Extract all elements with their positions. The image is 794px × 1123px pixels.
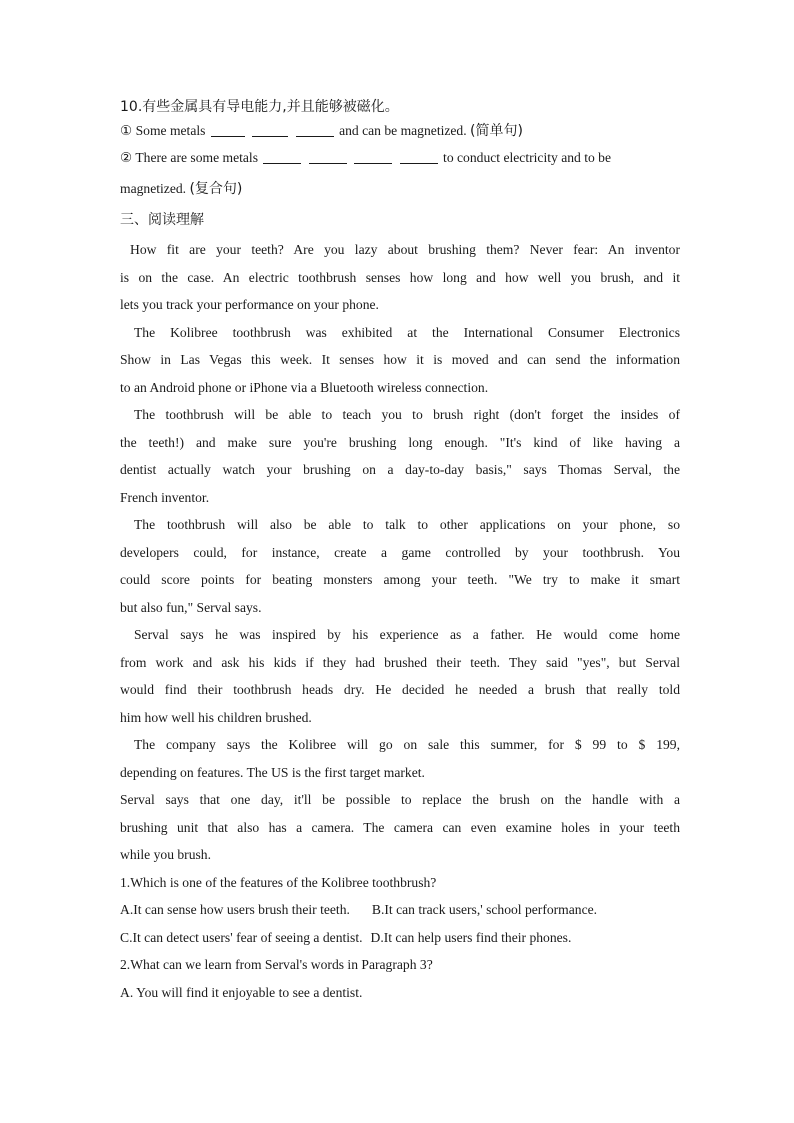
document-page [120,96,680,1006]
blank-7[interactable] [400,149,438,164]
question-1-options-cd [120,924,680,952]
question-2-stem: 2.What can we learn from Serval's words in Paragraph 3? [120,957,433,972]
passage-line: brushing unit that also has a camera. The camera can even examine holes in your teeth [120,819,680,835]
passage-line: The toothbrush will be able to teach you to brush right (don't forget the insides of [134,407,680,422]
question-10-sentence-2 [120,142,680,174]
blank-4[interactable] [263,149,301,164]
passage-line: the teeth!) and make sure you're brushing long enough. "It's kind of like having a [120,434,680,450]
passage-line: French inventor. [120,489,210,505]
sentence-2-continued: magnetized. [120,181,187,196]
passage-line: depending on features. The US is the first target market. [120,764,425,780]
passage-line: from work and ask his kids if they had brushed their teeth. They said "yes", but Serval [120,654,680,670]
passage-line: dentist actually watch your brushing on a day-to-day basis," says Thomas Serval, the [120,462,680,477]
sentence-1-start: ① Some metals [120,123,206,138]
option-1b[interactable]: B.It can track users,' school performance. [371,902,598,917]
blank-3[interactable] [296,122,334,137]
passage-line: The toothbrush will also be able to talk to other applications on your phone, so [134,517,680,532]
passage-line: lets you track your performance on your phone. [120,297,379,312]
question-10-sentence-2-cont [120,174,680,204]
passage-line: him how well his children brushed. [120,709,312,725]
sentence-2-start: ② There are some metals [120,150,259,165]
passage-line: to an Android phone or iPhone via a Bluetooth wireless connection. [120,379,489,395]
blank-6[interactable] [354,149,392,164]
passage-line: Serval says that one day, it'll be possible to replace the brush on the handle with a [120,792,680,807]
passage-line: is on the case. An electric toothbrush senses how long and how well you brush, and it [120,269,680,285]
passage-line: How fit are your teeth? Are you lazy about brushing them? Never fear: An inventor [130,242,680,257]
section-title: 三、阅读理解 [120,212,204,228]
passage-line: but also fun," Serval says. [120,599,262,615]
blank-2[interactable] [252,122,288,137]
passage-line: Show in Las Vegas this week. It senses how it is moved and can send the information [120,352,680,367]
question-1-stem: 1.Which is one of the features of the Kolibree toothbrush? [120,874,437,890]
question-1-options-ab [120,896,680,924]
passage-line: Serval says he was inspired by his experience as a father. He would come home [134,627,680,642]
sentence-1-tag: (简单句) [470,123,523,139]
blank-5[interactable] [309,149,347,164]
questions [120,869,680,1007]
question-10-title: 10.有些金属具有导电能力,并且能够被磁化。 [120,99,399,115]
option-1d[interactable]: D.It can help users find their phones. [370,929,572,945]
passage-line: The company says the Kolibree will go on sale this summer, for $ 99 to $ 199, [134,737,680,752]
passage-line: developers could, for instance, create a game controlled by your toothbrush. You [120,544,680,560]
blank-1[interactable] [211,122,245,137]
passage-line: could score points for beating monsters among your teeth. "We try to make it smart [120,572,680,587]
passage-line: The Kolibree toothbrush was exhibited at the International Consumer Electronics [134,324,680,340]
passage-line: would find their toothbrush heads dry. He decided he needed a brush that really told [120,682,680,697]
reading-passage [120,236,680,869]
option-1a[interactable]: A.It can sense how users brush their teeth. [120,902,350,917]
sentence-1-end: and can be magnetized. [339,123,467,138]
sentence-2-end: to conduct electricity and to be [443,150,612,165]
passage-line: while you brush. [120,847,211,862]
sentence-2-tag: (复合句) [189,181,243,197]
option-2a[interactable]: A. You will find it enjoyable to see a dentist. [120,984,363,1000]
question-10-sentence-1 [120,119,680,142]
option-1c[interactable]: C.It can detect users' fear of seeing a dentist. [120,929,363,945]
